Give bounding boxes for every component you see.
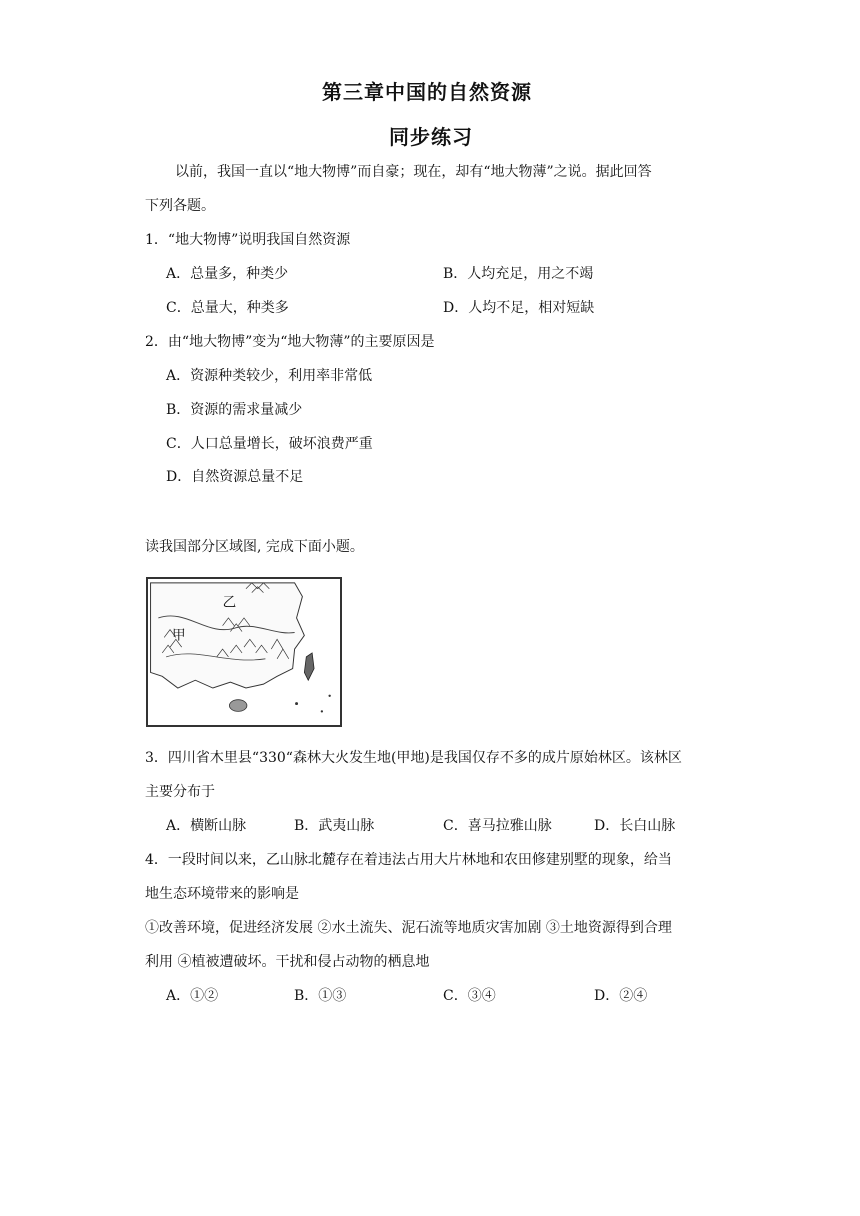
question-1-option-c: C．总量大，种类多 (166, 300, 289, 316)
intro-line-2: 下列各题。 (145, 198, 215, 214)
question-3-option-d: D．长白山脉 (594, 818, 676, 834)
question-4-stem-line-4: 利用 ④植被遭破坏。干扰和侵占动物的栖息地 (145, 954, 430, 970)
question-2-option-c: C．人口总量增长，破坏浪费严重 (166, 436, 373, 452)
page-title: 第三章中国的自然资源 (322, 80, 532, 104)
page-subtitle: 同步练习 (389, 125, 473, 149)
question-1-option-a: A．总量多，种类少 (166, 266, 289, 282)
question-4-option-c: C．③④ (443, 988, 496, 1004)
question-1-option-d: D．人均不足，相对短缺 (443, 300, 595, 316)
question-2-option-b: B．资源的需求量减少 (166, 402, 303, 418)
region-map-image (148, 579, 340, 725)
question-2-stem: 2．由“地大物博”变为“地大物薄”的主要原因是 (145, 334, 435, 350)
question-4-option-d: D．②④ (594, 988, 648, 1004)
question-3-stem-line-1: 3．四川省木里县“330“森林大火发生地(甲地)是我国仅存不多的成片原始林区。该林区 (145, 750, 682, 766)
question-3-option-c: C．喜马拉雅山脉 (443, 818, 552, 834)
question-2-option-a: A．资源种类较少，利用率非常低 (166, 368, 373, 384)
map-label-yi: 乙 (222, 594, 237, 611)
question-4-stem-line-3: ①改善环境，促进经济发展 ②水土流失、泥石流等地质灾害加剧 ③土地资源得到合理 (145, 920, 672, 936)
question-4-stem-line-2: 地生态环境带来的影响是 (145, 886, 299, 902)
question-3-option-a: A．横断山脉 (166, 818, 247, 834)
intro-line-1: 以前，我国一直以“地大物博”而自豪；现在，却有“地大物薄”之说。据此回答 (175, 164, 652, 180)
map-label-jia: 甲 (171, 627, 186, 644)
question-1-option-b: B．人均充足，用之不竭 (443, 266, 594, 282)
question-4-option-b: B．①③ (294, 988, 347, 1004)
region-map (146, 577, 342, 727)
question-3-stem-line-2: 主要分布于 (145, 784, 215, 800)
map-intro: 读我国部分区域图, 完成下面小题。 (145, 539, 364, 555)
question-4-option-a: A．①② (166, 988, 219, 1004)
question-1-stem: 1．“地大物博”说明我国自然资源 (145, 232, 351, 248)
question-3-option-b: B．武夷山脉 (294, 818, 375, 834)
question-4-stem-line-1: 4．一段时间以来，乙山脉北麓存在着违法占用大片林地和农田修建别墅的现象，给当 (145, 852, 672, 868)
question-2-option-d: D．自然资源总量不足 (166, 469, 304, 485)
